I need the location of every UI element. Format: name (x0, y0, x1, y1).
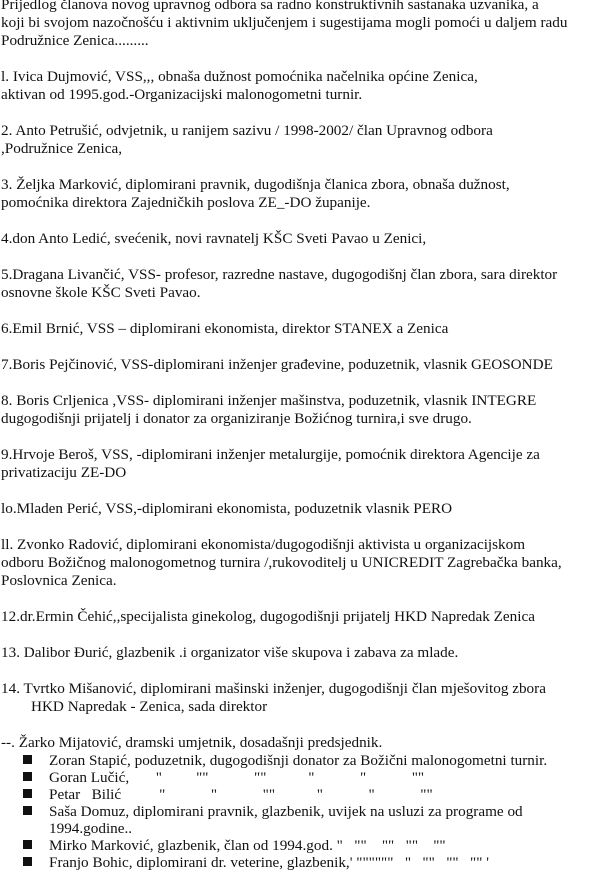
square-bullet-icon (23, 755, 32, 764)
member-line: odboru Božičnog malonogometnog turnira /,rukovoditelj u UNICREDIT Zagrebačka banka, (1, 554, 562, 571)
member-13 (1, 644, 594, 662)
final-lead: --. Žarko Mijatović, dramski umjetnik, dosadašnji predsjednik. (1, 734, 383, 751)
list-item-text: Petar Bilić " " "" " " "" (49, 786, 433, 803)
member-14 (1, 680, 594, 716)
square-bullet-icon (23, 772, 32, 781)
member-line: 5.Dragana Livančić, VSS- profesor, razredne nastave, dugogodišnj član zbora, sara direktor (1, 266, 558, 283)
member-line: 4.don Anto Ledić, svećenik, novi ravnatelj KŠC Sveti Pavao u Zenici, (1, 230, 427, 247)
member-8 (1, 392, 594, 428)
member-line: 6.Emil Brnić, VSS – diplomirani ekonomista, direktor STANEX a Zenica (1, 320, 449, 337)
intro-line: Podružnice Zenica......... (1, 32, 149, 49)
intro-paragraph (1, 0, 594, 50)
member-2 (1, 122, 594, 158)
member-12 (1, 608, 594, 626)
member-1 (1, 68, 594, 104)
intro-line: Prijedlog članova novog upravnog odbora sa radno konstruktivnih sastanaka uzvanika, a (1, 0, 539, 13)
list-item (21, 752, 594, 769)
member-10 (1, 500, 594, 518)
member-11 (1, 536, 594, 590)
member-line: pomoćnika direktora Zajedničkih poslova ZE_-DO županije. (1, 194, 371, 211)
member-line: 3. Željka Marković, diplomirani pravnik, dugodišnja članica zbora, obnaša dužnost, (1, 176, 510, 193)
list-item-continuation: 1994.godine.. (49, 820, 133, 837)
member-line: 7.Boris Pejčinović, VSS-diplomirani inženjer građevine, poduzetnik, vlasnik GEOSONDE (1, 356, 553, 373)
member-line: 9.Hrvoje Beroš, VSS, -diplomirani inženjer metalurgije, pomoćnik direktora Agencije za (1, 446, 540, 463)
list-item-text: Franjo Bohic, diplomirani dr. veterine, glazbenik,' """""" " "" "" "" ' (49, 854, 489, 871)
member-line: 12.dr.Ermin Čehić,,specijalista ginekolog, dugogodišnji prijatelj HKD Napredak Zenica (1, 608, 535, 625)
square-bullet-icon (23, 806, 32, 815)
list-item-text: Saša Domuz, diplomirani pravnik, glazbenik, uvijek na usluzi za programe od (49, 803, 523, 820)
final-section (1, 734, 594, 871)
member-line: aktivan od 1995.god.-Organizacijski malonogometni turnir. (1, 86, 363, 103)
member-4 (1, 230, 594, 248)
list-item-text: Mirko Marković, glazbenik, član od 1994.god. " "" "" "" "" (49, 837, 446, 854)
member-line: ,Podružnice Zenica, (1, 140, 123, 157)
list-item (21, 854, 594, 871)
member-line: dugogodišnji prijatelj i donator za organiziranje Božićnog turnira,i sve drugo. (1, 410, 472, 427)
member-5 (1, 266, 594, 302)
member-9 (1, 446, 594, 482)
square-bullet-icon (23, 840, 32, 849)
list-item (21, 837, 594, 854)
list-item (21, 786, 594, 803)
member-7 (1, 356, 594, 374)
list-item (21, 769, 594, 786)
list-item-text: Zoran Stapić, poduzetnik, dugogodišnji donator za Božični malonogometni turnir. (49, 752, 548, 769)
list-item-text: Goran Lučić, " "" "" " " "" (49, 769, 425, 786)
member-line: 13. Dalibor Đurić, glazbenik .i organizator više skupova i zabava za mlade. (1, 644, 459, 661)
member-line: osnovne škole KŠC Sveti Pavao. (1, 284, 201, 301)
member-6 (1, 320, 594, 338)
intro-line: koji bi svojom nazočnošću i aktivnim uključenjem i sugestijama mogli pomoći u daljem radu (1, 14, 568, 31)
member-line: 14. Tvrtko Mišanović, diplomirani mašinski inženjer, dugogodišnji član mješovitog zbora (1, 680, 546, 697)
square-bullet-icon (23, 857, 32, 866)
member-line: 2. Anto Petrušić, odvjetnik, u ranijem sazivu / 1998-2002/ član Upravnog odbora (1, 122, 493, 139)
member-line: l. Ivica Dujmović, VSS,,, obnaša dužnost pomoćnika načelnika općine Zenica, (1, 68, 478, 85)
member-3 (1, 176, 594, 212)
square-bullet-icon (23, 789, 32, 798)
bullet-list (1, 752, 594, 871)
member-line: lo.Mladen Perić, VSS,-diplomirani ekonomista, poduzetnik vlasnik PERO (1, 500, 453, 517)
member-line: 8. Boris Crljenica ,VSS- diplomirani inženjer mašinstva, poduzetnik, vlasnik INTEGRE (1, 392, 537, 409)
member-line: ll. Zvonko Radović, diplomirani ekonomista/dugogodišnji aktivista u organizacijskom (1, 536, 526, 553)
member-line: privatizaciju ZE-DO (1, 464, 127, 481)
member-line: Poslovnica Zenica. (1, 572, 117, 589)
member-line: HKD Napredak - Zenica, sada direktor (31, 698, 268, 715)
list-item (21, 803, 594, 837)
